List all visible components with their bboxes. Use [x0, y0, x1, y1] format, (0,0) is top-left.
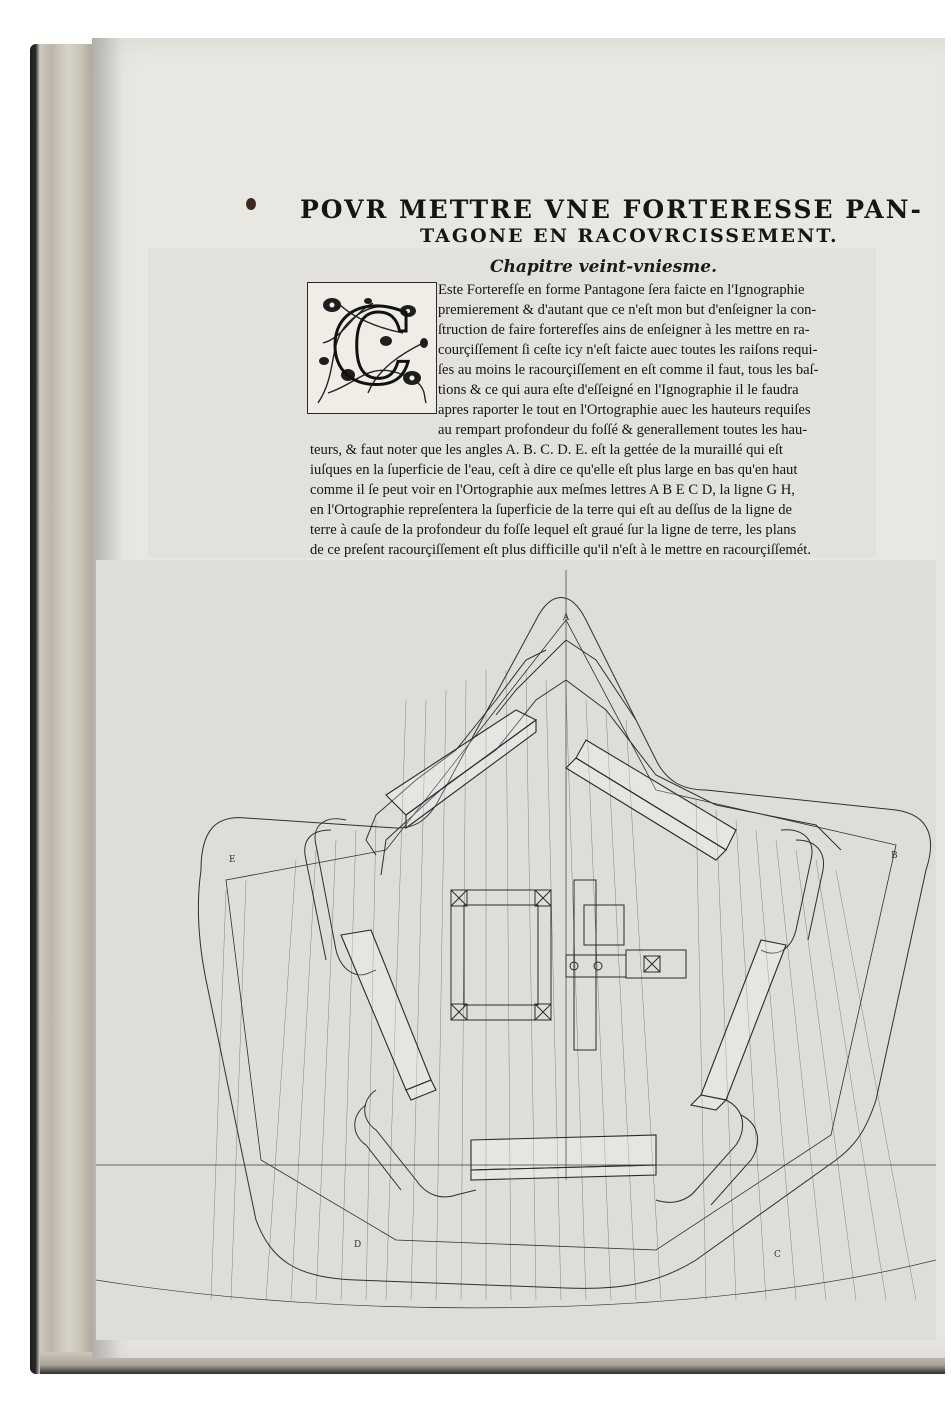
label-c: C — [774, 1250, 781, 1260]
title-line-1: POVR METTRE VNE FORTERESSE PAN- — [300, 195, 923, 224]
body-line: teurs, & faut noter que les angles A. B. C. D. E. eſt la gettée de la muraillé qui eſt — [310, 442, 783, 458]
chapter-heading: Chapitre veint-vniesme. — [490, 257, 718, 277]
perspective-hatching — [211, 670, 916, 1300]
body-line: tions & ce qui aura eſte d'eſſeigné en l'Ignographie il le faudra — [438, 382, 799, 398]
title-line-2: TAGONE EN RACOVRCISSEMENT. — [420, 224, 839, 247]
book-page-edges — [30, 44, 100, 1374]
body-line: ſtruction de faire forterefſes ains de enſeigner à les mettre en ra- — [438, 322, 810, 338]
body-line: premierement & d'autant que ce n'eſt mon but d'enſeigner la con- — [438, 302, 817, 318]
label-e: E — [229, 855, 236, 865]
body-line: au rempart profondeur du foſſé & generallement toutes les hau- — [438, 422, 808, 438]
fortress-outline — [198, 598, 930, 1289]
ink-spot — [246, 198, 256, 210]
bastion-walls — [341, 710, 786, 1180]
body-line: comme il ſe peut voir en l'Ortographie aux meſmes lettres A B E C D, la ligne G H, — [310, 482, 795, 498]
label-b: B — [891, 851, 898, 861]
floral-ornament-icon — [308, 283, 436, 413]
label-d: D — [354, 1240, 362, 1250]
body-line: courçiſſement ſi ceſte icy n'eſt faicte auec toutes les raiſons requi- — [438, 342, 818, 358]
body-line: apres raporter le tout en l'Ortographie auec les hauteurs requiſes — [438, 402, 811, 418]
body-line: iuſques en la ſuperficie de l'eau, ceſt à dire ce qu'elle eſt plus large en bas qu'en haut — [310, 462, 798, 478]
body-line: de ce preſent racourçiſſement eſt plus difficille qu'il n'eſt à le mettre en racourçiſſemét. — [310, 542, 811, 558]
label-a: A — [562, 613, 570, 623]
body-line: terre à cauſe de la profondeur du foſſe lequel eſt graué ſur la ligne de terre, les plans — [310, 522, 797, 538]
page-title — [300, 195, 923, 247]
construction-lines — [96, 570, 936, 1308]
decorated-initial — [307, 282, 437, 414]
body-line: en l'Ortographie repreſentera la ſuperficie de la terre qui eſt au deſſus de la ligne de — [310, 502, 792, 518]
initial-letter: C — [330, 285, 414, 408]
body-line: Este Forterefſe en forme Pantagone ſera faicte en l'Ignographie — [438, 282, 805, 298]
fortress-diagram — [96, 560, 936, 1340]
body-line: ſes au moins le racourçiſſement en eſt comme il faut, tous les baſ- — [438, 362, 819, 378]
